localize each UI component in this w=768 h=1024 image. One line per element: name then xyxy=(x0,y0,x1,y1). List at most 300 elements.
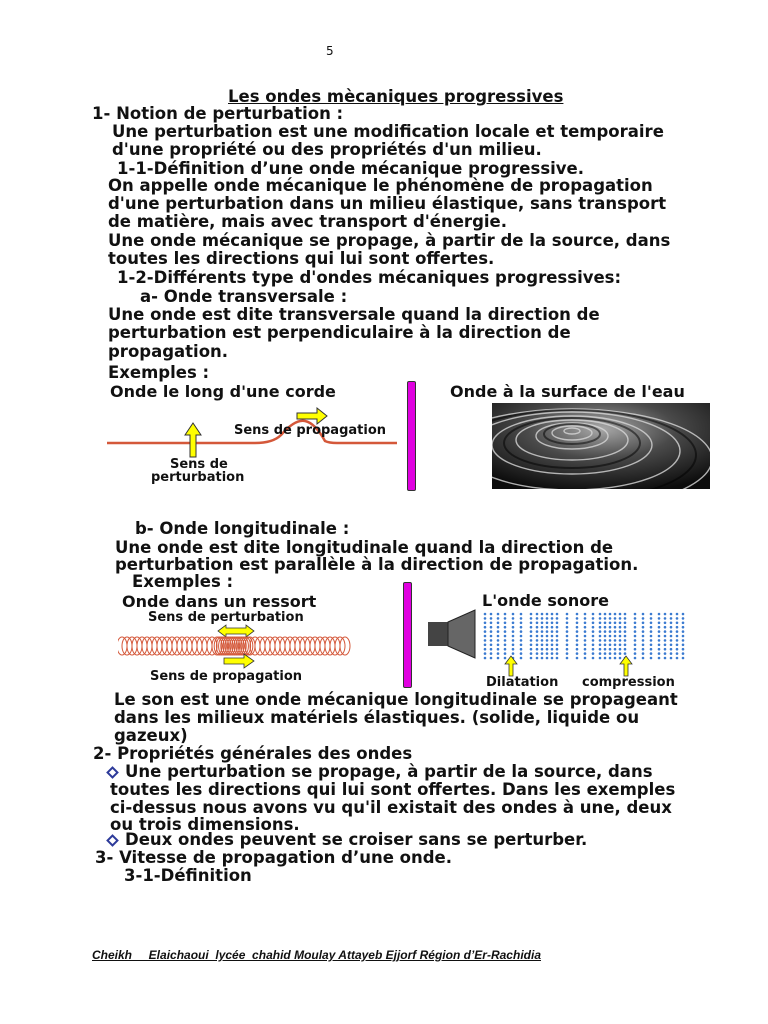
air-particle xyxy=(490,613,493,616)
spring-example-title: Onde dans un ressort xyxy=(122,592,317,611)
air-particle xyxy=(634,630,637,633)
air-particle xyxy=(642,635,645,638)
air-particle xyxy=(576,635,579,638)
air-particle xyxy=(566,648,569,651)
bullet-1-line-4: ou trois dimensions. xyxy=(110,815,300,834)
bullet-1-line-1: Une perturbation se propage, à partir de la source, dans xyxy=(106,763,653,781)
air-particle xyxy=(670,622,673,625)
air-particle xyxy=(604,626,607,629)
air-particle xyxy=(604,639,607,642)
air-particle xyxy=(497,652,500,655)
air-particle xyxy=(576,652,579,655)
air-particle xyxy=(520,622,523,625)
air-particle xyxy=(541,613,544,616)
air-particle xyxy=(609,644,612,647)
air-particle xyxy=(642,652,645,655)
air-particle xyxy=(584,639,587,642)
air-particle xyxy=(682,644,685,647)
air-particle xyxy=(576,622,579,625)
air-particle xyxy=(676,635,679,638)
air-particle xyxy=(584,630,587,633)
air-particle xyxy=(497,622,500,625)
onde-transversale-heading: a- Onde transversale : xyxy=(140,287,348,306)
air-particle xyxy=(530,652,533,655)
air-particle xyxy=(599,648,602,651)
section-1-heading: 1- Notion de perturbation : xyxy=(92,104,344,123)
air-particle xyxy=(504,657,507,660)
air-particle xyxy=(599,613,602,616)
bullet-2: Deux ondes peuvent se croiser sans se perturber. xyxy=(106,831,587,849)
air-particle xyxy=(490,635,493,638)
air-particle xyxy=(650,630,653,633)
air-particle xyxy=(541,617,544,620)
air-particle xyxy=(551,630,554,633)
air-particle xyxy=(541,622,544,625)
air-particle xyxy=(584,613,587,616)
air-particle xyxy=(566,635,569,638)
air-particle xyxy=(592,635,595,638)
air-particle xyxy=(670,626,673,629)
spring-figure xyxy=(118,624,353,670)
air-particle xyxy=(530,617,533,620)
air-particle xyxy=(670,617,673,620)
air-particle xyxy=(541,652,544,655)
air-particle xyxy=(541,648,544,651)
air-particle xyxy=(682,639,685,642)
longitudinale-line-2: perturbation est parallèle à la direction de propagation. xyxy=(115,555,639,574)
air-particle xyxy=(592,617,595,620)
air-particle xyxy=(484,635,487,638)
air-particle xyxy=(484,648,487,651)
air-particle xyxy=(512,630,515,633)
air-particle xyxy=(520,635,523,638)
air-particle xyxy=(490,639,493,642)
air-particle xyxy=(624,644,627,647)
air-particle xyxy=(658,639,661,642)
air-particle xyxy=(650,657,653,660)
air-particle xyxy=(536,652,539,655)
air-particle xyxy=(497,630,500,633)
air-particle xyxy=(592,652,595,655)
air-particle xyxy=(536,635,539,638)
air-particle xyxy=(682,622,685,625)
air-particle xyxy=(650,652,653,655)
air-particle xyxy=(536,630,539,633)
air-particle xyxy=(497,648,500,651)
air-particle xyxy=(599,635,602,638)
air-particle xyxy=(556,613,559,616)
air-particle xyxy=(551,622,554,625)
air-particle xyxy=(566,622,569,625)
air-particle xyxy=(556,626,559,629)
air-particle xyxy=(604,644,607,647)
air-particle xyxy=(536,626,539,629)
air-particle xyxy=(624,635,627,638)
air-particle xyxy=(536,639,539,642)
air-particle xyxy=(551,648,554,651)
air-particle xyxy=(682,657,685,660)
air-particle xyxy=(599,652,602,655)
air-particle xyxy=(536,644,539,647)
air-particle xyxy=(642,630,645,633)
air-particle xyxy=(650,648,653,651)
air-particle xyxy=(520,613,523,616)
air-particle xyxy=(484,657,487,660)
air-particle xyxy=(634,652,637,655)
air-particle xyxy=(556,657,559,660)
air-particle xyxy=(512,626,515,629)
air-particle xyxy=(609,652,612,655)
air-particle xyxy=(664,657,667,660)
exemples-label-2: Exemples : xyxy=(132,572,234,591)
air-particle xyxy=(546,613,549,616)
air-particle xyxy=(650,644,653,647)
air-particle xyxy=(541,644,544,647)
air-particle xyxy=(541,626,544,629)
air-particle xyxy=(624,648,627,651)
separator-bar-2 xyxy=(403,582,412,688)
air-particle xyxy=(599,630,602,633)
air-particle xyxy=(650,635,653,638)
transversale-line-2: perturbation est perpendiculaire à la direction de xyxy=(108,323,571,342)
air-particle xyxy=(484,639,487,642)
air-particle xyxy=(497,617,500,620)
air-particle xyxy=(497,657,500,660)
air-particle xyxy=(609,622,612,625)
rope-perturbation-label-2: perturbation xyxy=(151,470,245,485)
air-particle xyxy=(512,635,515,638)
air-particle xyxy=(658,648,661,651)
perturbation-def-line-1: Une perturbation est une modification locale et temporaire xyxy=(112,122,664,141)
air-particle xyxy=(490,626,493,629)
section-1-2-heading: 1-2-Différents type d'ondes mécaniques progressives: xyxy=(117,268,622,287)
air-particle xyxy=(584,635,587,638)
footer: Cheikh Elaichaoui lycée chahid Moulay Attayeb Ejjorf Région d’Er-Rachidia xyxy=(92,948,541,962)
air-particle xyxy=(682,617,685,620)
air-particle xyxy=(551,635,554,638)
air-particle xyxy=(670,613,673,616)
air-particle xyxy=(642,617,645,620)
air-particle xyxy=(599,626,602,629)
air-particle xyxy=(624,639,627,642)
air-particle xyxy=(650,626,653,629)
dilatation-arrow-icon xyxy=(505,656,517,676)
air-particle xyxy=(619,657,622,660)
air-particle xyxy=(484,644,487,647)
air-particle xyxy=(504,648,507,651)
water-ripple-image xyxy=(492,403,710,489)
section-1-1-heading: 1-1-Définition d’une onde mécanique progressive. xyxy=(117,159,585,178)
air-particle xyxy=(551,613,554,616)
air-particle xyxy=(512,622,515,625)
air-particle xyxy=(566,613,569,616)
air-particle xyxy=(520,626,523,629)
air-particle xyxy=(676,613,679,616)
air-particle xyxy=(609,613,612,616)
air-particle xyxy=(530,657,533,660)
air-particle xyxy=(556,630,559,633)
air-particle xyxy=(634,613,637,616)
section-3-heading: 3- Vitesse de propagation d’une onde. xyxy=(95,848,453,867)
water-example-title: Onde à la surface de l'eau xyxy=(450,382,685,401)
air-particle xyxy=(576,630,579,633)
air-particle xyxy=(566,657,569,660)
air-particle xyxy=(592,626,595,629)
air-particle xyxy=(530,644,533,647)
air-particle xyxy=(642,657,645,660)
air-particle xyxy=(599,622,602,625)
onde-def-line-4: Une onde mécanique se propage, à partir de la source, dans xyxy=(108,231,671,250)
onde-def-line-1: On appelle onde mécanique le phénomène de propagation xyxy=(108,176,653,195)
spring-perturbation-arrow-icon xyxy=(218,625,254,637)
air-particle xyxy=(556,652,559,655)
air-particle xyxy=(512,644,515,647)
air-particle xyxy=(604,648,607,651)
sound-example-title: L'onde sonore xyxy=(482,591,609,610)
air-particle xyxy=(676,622,679,625)
air-particle xyxy=(566,630,569,633)
air-particle xyxy=(604,657,607,660)
air-particle xyxy=(642,613,645,616)
air-particle xyxy=(676,644,679,647)
air-particle xyxy=(604,630,607,633)
air-particle xyxy=(599,617,602,620)
transversale-line-3: propagation. xyxy=(108,342,229,361)
air-particle xyxy=(530,630,533,633)
air-particle xyxy=(658,626,661,629)
air-particle xyxy=(664,644,667,647)
air-particle xyxy=(658,644,661,647)
air-particle xyxy=(556,644,559,647)
air-particle xyxy=(566,617,569,620)
air-particle xyxy=(592,648,595,651)
air-particle xyxy=(682,652,685,655)
air-particle xyxy=(670,652,673,655)
air-particle xyxy=(634,622,637,625)
air-particle xyxy=(619,630,622,633)
page-title: Les ondes mècaniques progressives xyxy=(228,87,564,106)
air-particle xyxy=(619,617,622,620)
air-particle xyxy=(592,622,595,625)
air-particle xyxy=(546,652,549,655)
air-particle xyxy=(670,639,673,642)
air-particle xyxy=(634,639,637,642)
air-particle xyxy=(619,613,622,616)
air-particle xyxy=(551,657,554,660)
air-particle xyxy=(556,622,559,625)
air-particle xyxy=(497,639,500,642)
air-particle xyxy=(658,657,661,660)
air-particle xyxy=(490,622,493,625)
air-particle xyxy=(624,617,627,620)
air-particle xyxy=(576,617,579,620)
air-particle xyxy=(614,630,617,633)
air-particle xyxy=(676,652,679,655)
air-particle xyxy=(650,613,653,616)
air-particle xyxy=(604,613,607,616)
air-particle xyxy=(520,639,523,642)
air-particle xyxy=(614,639,617,642)
air-particle xyxy=(484,617,487,620)
air-particle xyxy=(530,635,533,638)
section-3-1-heading: 3-1-Définition xyxy=(124,866,252,885)
air-particle xyxy=(599,644,602,647)
air-particle xyxy=(664,617,667,620)
air-particle xyxy=(546,617,549,620)
son-line-3: gazeux) xyxy=(114,726,188,745)
air-particle xyxy=(604,622,607,625)
air-particle xyxy=(624,652,627,655)
air-particle xyxy=(556,639,559,642)
air-particle xyxy=(619,635,622,638)
air-particle xyxy=(592,613,595,616)
air-particle xyxy=(614,622,617,625)
air-particle xyxy=(609,635,612,638)
air-particle xyxy=(676,630,679,633)
air-particle xyxy=(536,657,539,660)
air-particle xyxy=(536,617,539,620)
air-particle xyxy=(551,652,554,655)
air-particle xyxy=(566,644,569,647)
air-particle xyxy=(614,652,617,655)
air-particle xyxy=(664,639,667,642)
air-particle xyxy=(634,648,637,651)
air-particle xyxy=(584,622,587,625)
perturbation-arrow-icon xyxy=(185,423,201,457)
air-particle xyxy=(484,613,487,616)
air-particle xyxy=(619,622,622,625)
air-particle xyxy=(530,639,533,642)
air-particle xyxy=(614,626,617,629)
air-particle xyxy=(682,626,685,629)
air-particle xyxy=(512,613,515,616)
air-particle xyxy=(490,630,493,633)
rope-wave-figure xyxy=(105,405,405,495)
air-particle xyxy=(551,626,554,629)
air-particle xyxy=(658,617,661,620)
air-particle xyxy=(676,617,679,620)
air-particle xyxy=(484,626,487,629)
air-particle xyxy=(551,617,554,620)
separator-bar xyxy=(407,381,416,491)
air-particle xyxy=(670,644,673,647)
page-number: 5 xyxy=(326,44,334,58)
air-particle xyxy=(609,648,612,651)
air-particle xyxy=(584,652,587,655)
son-line-2: dans les milieux matériels élastiques. (solide, liquide ou xyxy=(114,708,640,727)
air-particle xyxy=(592,639,595,642)
air-particle xyxy=(584,626,587,629)
onde-longitudinale-heading: b- Onde longitudinale : xyxy=(135,519,350,538)
onde-def-line-5: toutes les directions qui lui sont offertes. xyxy=(108,249,495,268)
air-particle xyxy=(551,644,554,647)
air-particle xyxy=(504,613,507,616)
air-particle xyxy=(512,648,515,651)
air-particle xyxy=(624,613,627,616)
air-particle xyxy=(504,635,507,638)
air-particle xyxy=(604,617,607,620)
air-particle xyxy=(619,648,622,651)
transversale-line-1: Une onde est dite transversale quand la direction de xyxy=(108,305,600,324)
air-particle xyxy=(497,626,500,629)
exemples-label: Exemples : xyxy=(108,363,210,382)
air-particle xyxy=(634,617,637,620)
air-particle xyxy=(676,657,679,660)
air-particle xyxy=(599,657,602,660)
air-particle xyxy=(609,617,612,620)
air-particle xyxy=(670,630,673,633)
air-particle xyxy=(497,635,500,638)
air-particle xyxy=(566,652,569,655)
air-particle xyxy=(556,648,559,651)
air-particle xyxy=(658,622,661,625)
air-particle xyxy=(546,648,549,651)
air-particle xyxy=(484,630,487,633)
air-particle xyxy=(676,648,679,651)
air-particle xyxy=(664,648,667,651)
air-particle xyxy=(530,626,533,629)
spring-propagation-label: Sens de propagation xyxy=(150,669,303,684)
air-particle xyxy=(520,617,523,620)
air-particle xyxy=(682,635,685,638)
air-particle xyxy=(604,635,607,638)
air-particle xyxy=(609,639,612,642)
diamond-bullet-icon xyxy=(106,766,119,779)
sound-wave-figure xyxy=(425,608,695,678)
air-particle xyxy=(546,635,549,638)
air-particle xyxy=(604,652,607,655)
air-particle xyxy=(490,652,493,655)
air-particle xyxy=(682,648,685,651)
air-particle xyxy=(546,622,549,625)
air-particle xyxy=(592,644,595,647)
air-particle xyxy=(566,639,569,642)
air-particle xyxy=(541,635,544,638)
air-particle xyxy=(664,622,667,625)
onde-def-line-2: d'une perturbation dans un milieu élastique, sans transport xyxy=(108,194,667,213)
air-particle xyxy=(504,617,507,620)
air-particle xyxy=(619,639,622,642)
air-particle xyxy=(634,644,637,647)
air-particle xyxy=(642,626,645,629)
air-particle xyxy=(614,648,617,651)
air-particle xyxy=(536,622,539,625)
air-particle xyxy=(592,630,595,633)
air-particle xyxy=(634,635,637,638)
air-particle xyxy=(541,657,544,660)
air-particle xyxy=(520,648,523,651)
air-particle xyxy=(664,630,667,633)
air-particle xyxy=(670,648,673,651)
air-particle xyxy=(584,617,587,620)
air-particle xyxy=(504,630,507,633)
air-particle xyxy=(650,639,653,642)
air-particle xyxy=(664,613,667,616)
air-particle xyxy=(682,630,685,633)
compression-label: compression xyxy=(582,675,675,690)
air-particle xyxy=(512,652,515,655)
air-particle xyxy=(512,639,515,642)
air-particle xyxy=(619,652,622,655)
air-particle xyxy=(490,617,493,620)
spring-propagation-arrow-icon xyxy=(224,654,254,668)
air-particle xyxy=(664,652,667,655)
spring-perturbation-label: Sens de perturbation xyxy=(148,610,304,625)
air-particle xyxy=(634,626,637,629)
air-particle xyxy=(497,613,500,616)
perturbation-def-line-2: d'une propriété ou des propriétés d'un milieu. xyxy=(112,140,542,159)
air-particle xyxy=(497,644,500,647)
